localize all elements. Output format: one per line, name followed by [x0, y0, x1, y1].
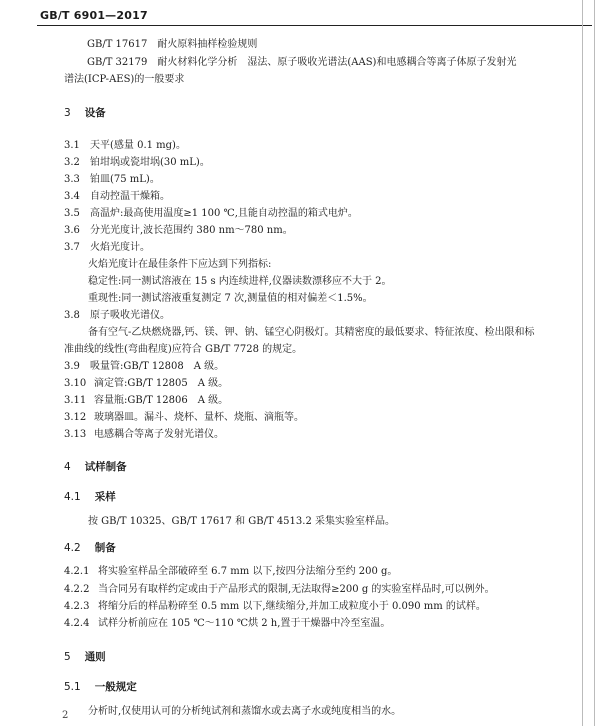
- subsection-heading: [64, 491, 116, 504]
- ref-line: GB/T 17617 耐火原料抽样检验规则: [87, 39, 258, 50]
- clause-number: 4.2.3: [64, 601, 90, 612]
- clause-text: 将实验室样品全部破碎至 6.7 mm 以下,按四分法缩分至约 200 g。: [98, 566, 398, 577]
- standard-number: GB/T 6901—2017: [40, 9, 148, 22]
- subsection-number: 4.1: [64, 491, 81, 503]
- subsection-title: 一般规定: [94, 681, 137, 693]
- clause-text: 自动控温干燥箱。: [90, 191, 170, 202]
- ref-line: GB/T 32179 耐火材料化学分析 湿法、原子吸收光谱法(AAS)和电感耦合等离子体原子发射光: [87, 57, 517, 68]
- clause-text: 火焰光度计。: [90, 242, 150, 253]
- section-heading: [64, 651, 106, 664]
- page-number: 2: [62, 710, 69, 721]
- section-heading: [64, 461, 127, 474]
- clause-text: 电感耦合等离子发射光谱仪。: [94, 429, 224, 440]
- clause-text: 铂坩埚或瓷坩埚(30 mL)。: [90, 157, 210, 168]
- header-rule: [37, 25, 592, 26]
- clause-number: 3.13: [64, 429, 87, 440]
- section-heading: [64, 107, 106, 120]
- clause-text: 将缩分后的样品粉碎至 0.5 mm 以下,继续缩分,并加工成粒度小于 0.090 mm 的试样。: [98, 601, 486, 612]
- clause-text: 天平(感量 0.1 mg)。: [90, 140, 186, 151]
- paragraph-line: 按 GB/T 10325、GB/T 17617 和 GB/T 4513.2 采集实验室样品。: [88, 516, 395, 527]
- clause-text: 高温炉:最高使用温度≥1 100 ℃,且能自动控温的箱式电炉。: [90, 208, 358, 219]
- section-title: 通则: [84, 651, 106, 663]
- clause-number: 3.4: [64, 191, 80, 202]
- section-number: 5: [64, 651, 71, 663]
- clause-number: 3.2: [64, 157, 80, 168]
- subsection-number: 5.1: [64, 681, 81, 693]
- clause-text: 吸量管:GB/T 12808 A 级。: [90, 361, 225, 372]
- subsection-heading: [64, 681, 137, 694]
- paragraph-line: 火焰光度计在最佳条件下应达到下列指标:: [88, 259, 272, 270]
- clause-number: 3.5: [64, 208, 80, 219]
- clause-number: 3.3: [64, 174, 80, 185]
- clause-number: 3.1: [64, 140, 80, 151]
- section-title: 试样制备: [84, 461, 127, 473]
- clause-text: 分光光度计,波长范围约 380 nm～780 nm。: [90, 225, 293, 236]
- page-edge-line: [582, 0, 583, 726]
- clause-number: 4.2.4: [64, 618, 90, 629]
- paragraph-line: 稳定性:同一测试溶液在 15 s 内连续进样,仪器读数漂移应不大于 2。: [88, 276, 392, 287]
- subsection-heading: [64, 542, 116, 555]
- clause-text: 原子吸收光谱仪。: [90, 310, 170, 321]
- subsection-title: 制备: [94, 542, 116, 554]
- section-number: 3: [64, 107, 71, 119]
- clause-number: 3.6: [64, 225, 80, 236]
- section-title: 设备: [84, 107, 106, 119]
- clause-text: 试样分析前应在 105 ℃～110 ℃烘 2 h,置于干燥器中冷至室温。: [98, 618, 391, 629]
- clause-text: 滴定管:GB/T 12805 A 级。: [94, 378, 229, 389]
- clause-text: 容量瓶:GB/T 12806 A 级。: [94, 395, 229, 406]
- clause-number: 4.2.2: [64, 584, 90, 595]
- paragraph-line: 重现性:同一测试溶液重复测定 7 次,测量值的相对偏差＜1.5%。: [88, 293, 373, 304]
- clause-text: 铂皿(75 mL)。: [90, 174, 160, 185]
- clause-number: 4.2.1: [64, 566, 90, 577]
- paragraph-line: 备有空气-乙炔燃烧器,钙、镁、钾、钠、锰空心阴极灯。其精密度的最低要求、特征浓度、检出限和标: [88, 327, 535, 338]
- subsection-number: 4.2: [64, 542, 81, 554]
- page-edge-line: [594, 0, 595, 726]
- clause-number: 3.9: [64, 361, 80, 372]
- clause-number: 3.10: [64, 378, 87, 389]
- clause-number: 3.12: [64, 412, 87, 423]
- subsection-title: 采样: [94, 491, 116, 503]
- paragraph-line: 分析时,仅使用认可的分析纯试剂和蒸馏水或去离子水或纯度相当的水。: [88, 706, 402, 717]
- section-number: 4: [64, 461, 71, 473]
- paragraph-line: 准曲线的线性(弯曲程度)应符合 GB/T 7728 的规定。: [64, 344, 303, 355]
- clause-number: 3.8: [64, 310, 80, 321]
- clause-text: 当合同另有取样约定或由于产品形式的限制,无法取得≥200 g 的实验室样品时,可以例外。: [98, 584, 495, 595]
- clause-text: 玻璃器皿。漏斗、烧杯、量杯、烧瓶、滴瓶等。: [94, 412, 304, 423]
- clause-number: 3.11: [64, 395, 87, 406]
- clause-number: 3.7: [64, 242, 80, 253]
- ref-line: 谱法(ICP-AES)的一般要求: [64, 74, 185, 85]
